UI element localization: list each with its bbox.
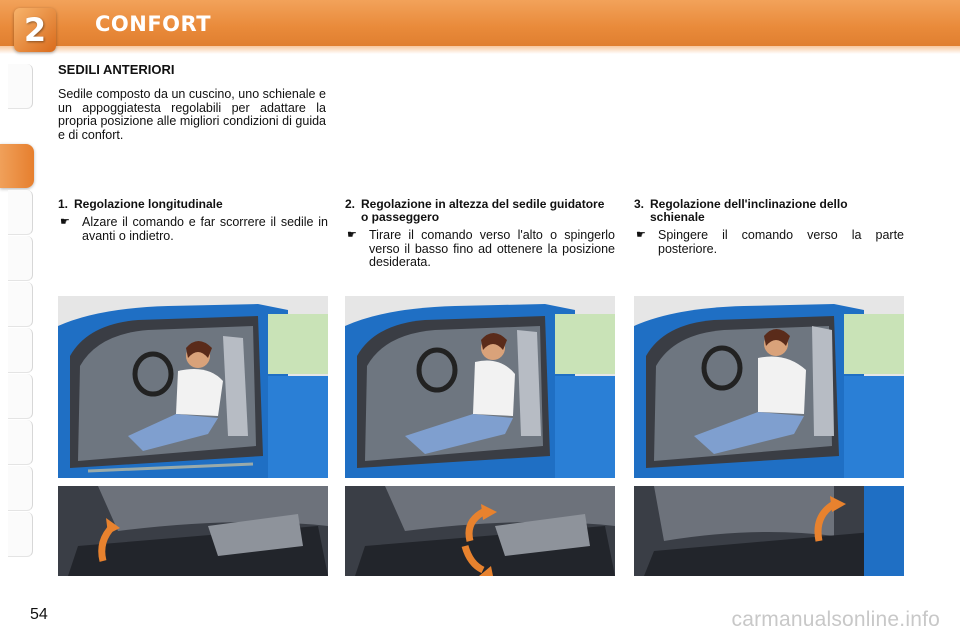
side-tab[interactable] xyxy=(8,374,33,419)
instruction-column-1 xyxy=(58,198,328,243)
side-tabs xyxy=(0,64,34,574)
seat-detail-2 xyxy=(345,486,615,576)
instruction-column-2 xyxy=(345,198,615,270)
pointing-hand-icon: ☛ xyxy=(347,229,357,241)
side-tab[interactable] xyxy=(8,64,33,109)
seat-detail-3 xyxy=(634,486,904,576)
car-scene-2 xyxy=(345,296,615,478)
side-tab-active[interactable] xyxy=(0,144,34,188)
instruction-text: Tirare il comando verso l'alto o spingerlo verso il basso fino ad ottenere la posizione desiderata. xyxy=(369,228,615,269)
chapter-title: CONFORT xyxy=(95,12,212,36)
instruction-bullet xyxy=(345,229,615,270)
seat-control-closeup xyxy=(634,486,904,576)
car-scene-1 xyxy=(58,296,328,478)
seat-control-closeup xyxy=(58,486,328,576)
page-number: 54 xyxy=(30,606,48,623)
seat-control-closeup xyxy=(345,486,615,576)
car-door-illustration xyxy=(634,296,904,478)
side-tab[interactable] xyxy=(8,236,33,281)
side-tab[interactable] xyxy=(8,512,33,557)
side-tab[interactable] xyxy=(8,420,33,465)
side-tab[interactable] xyxy=(8,328,33,373)
instruction-column-3 xyxy=(634,198,904,256)
car-door-illustration xyxy=(345,296,615,478)
instruction-text: Alzare il comando e far scorrere il sedile in avanti o indietro. xyxy=(82,215,328,243)
pointing-hand-icon: ☛ xyxy=(60,216,70,228)
chapter-badge xyxy=(14,8,56,52)
pointing-hand-icon: ☛ xyxy=(636,229,646,241)
side-tab[interactable] xyxy=(8,282,33,327)
side-tab[interactable] xyxy=(8,466,33,511)
instruction-bullet xyxy=(634,229,904,256)
seat-detail-1 xyxy=(58,486,328,576)
instruction-text: Spingere il comando verso la parte posteriore. xyxy=(658,228,904,256)
instruction-heading: 2. Regolazione in altezza del sedile guidatore o passeggero xyxy=(345,197,605,224)
intro-paragraph: Sedile composto da un cuscino, uno schienale e un appoggiatesta regolabili per adattare la propria posizione alle migliori condizioni di guida e di confort. xyxy=(58,87,326,142)
section-title: SEDILI ANTERIORI xyxy=(58,62,175,77)
instruction-heading: 3. Regolazione dell'inclinazione dello schienale xyxy=(634,197,848,224)
car-scene-3 xyxy=(634,296,904,478)
chapter-number: 2 xyxy=(23,11,47,49)
instruction-heading: 1. Regolazione longitudinale xyxy=(58,197,223,211)
side-tab[interactable] xyxy=(8,190,33,235)
instruction-bullet xyxy=(58,216,328,243)
watermark: carmanualsonline.info xyxy=(731,608,940,631)
car-door-illustration xyxy=(58,296,328,478)
header-strip xyxy=(0,46,960,54)
